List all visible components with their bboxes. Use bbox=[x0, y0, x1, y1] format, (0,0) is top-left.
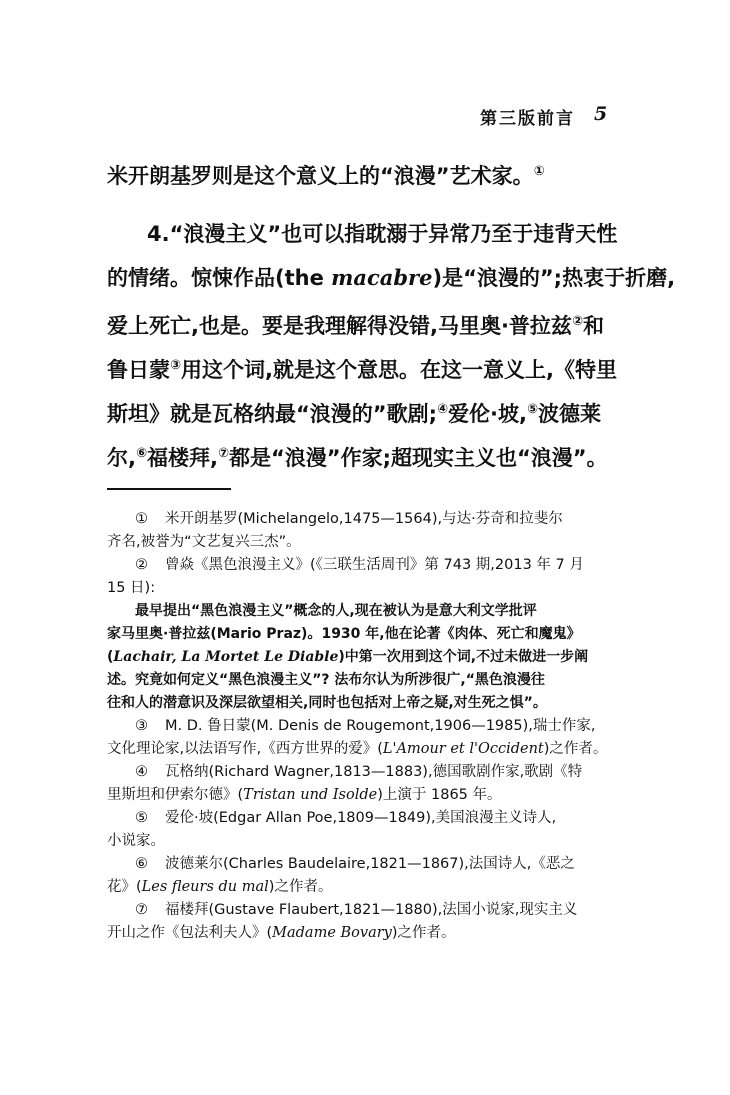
text-line: 爱上死亡,也是。要是我理解得没错,马里奥·普拉兹②和 bbox=[107, 314, 604, 338]
footnote-separator bbox=[107, 488, 231, 490]
main-text bbox=[107, 150, 676, 476]
footnotes bbox=[107, 508, 627, 945]
footnote-ref-6[interactable]: ⑥ bbox=[135, 446, 147, 461]
header-title: 第三版前言 bbox=[480, 109, 575, 129]
footnote-ref-3[interactable]: ③ bbox=[170, 358, 182, 373]
footnote-6: ⑥ 波德莱尔(Charles Baudelaire,1821—1867),法国诗人,《恶之 花》(Les fleurs du mal)之作者。 bbox=[107, 856, 575, 895]
text-line: 的情绪。惊悚作品(the macabre)是“浪漫的”;热衷于折磨, bbox=[107, 265, 676, 290]
footnote-ref-5[interactable]: ⑤ bbox=[527, 402, 539, 417]
text-line: 米开朗基罗则是这个意义上的“浪漫”艺术家。① bbox=[107, 164, 545, 188]
footnote-2: ② 曾焱《黑色浪漫主义》(《三联生活周刊》第 743 期,2013 年 7 月 15 日): 最早提出“黑色浪漫主义”概念的人,现在被认为是意大利文学批评 家马里奥·普拉兹(Mario Praz)。1930 年,他在论著《肉体、死亡和魔鬼》 (Lachair, La Mortet Le Diable)中第一次用到这个词,不过未做进一步阐 述。究竟如何定义“黑色浪漫主义”? 法布尔认为所涉很广,“黑色浪漫往 往和人的潜意识及深层欲望相关,同时也包括对上帝之疑,对生死之惧”。 bbox=[107, 554, 627, 715]
text-line: 鲁日蒙③用这个词,就是这个意思。在这一意义上,《特里 bbox=[107, 358, 617, 382]
footnote-ref-7[interactable]: ⑦ bbox=[217, 446, 229, 461]
text-line: 尔,⑥福楼拜,⑦都是“浪漫”作家;超现实主义也“浪漫”。 bbox=[107, 446, 608, 470]
page-number: 5 bbox=[594, 103, 608, 125]
paragraph-1 bbox=[107, 150, 627, 194]
footnote-1: ① 米开朗基罗(Michelangelo,1475—1564),与达·芬奇和拉斐尔 齐名,被誉为“文艺复兴三杰”。 bbox=[107, 511, 563, 550]
block-quote: 最早提出“黑色浪漫主义”概念的人,现在被认为是意大利文学批评 bbox=[135, 603, 537, 619]
footnote-5: ⑤ 爱伦·坡(Edgar Allan Poe,1809—1849),美国浪漫主义诗人, 小说家。 bbox=[107, 810, 557, 849]
running-header bbox=[420, 104, 610, 130]
paragraph-2 bbox=[107, 212, 676, 476]
footnote-ref-1[interactable]: ① bbox=[533, 164, 545, 179]
footnote-4: ④ 瓦格纳(Richard Wagner,1813—1883),德国歌剧作家,歌剧《特 里斯坦和伊索尔德》(Tristan und Isolde)上演于 1865 年。 bbox=[107, 764, 583, 803]
footnote-ref-2[interactable]: ② bbox=[571, 314, 583, 329]
footnote-7: ⑦ 福楼拜(Gustave Flaubert,1821—1880),法国小说家,现实主义 开山之作《包法利夫人》(Madame Bovary)之作者。 bbox=[107, 902, 578, 941]
text-line: 斯坦》就是瓦格纳最“浪漫的”歌剧;④爱伦·坡,⑤波德莱 bbox=[107, 402, 602, 426]
footnote-ref-4[interactable]: ④ bbox=[437, 402, 449, 417]
text-line: 4.“浪漫主义”也可以指耽溺于异常乃至于违背天性 bbox=[147, 222, 618, 246]
footnote-3: ③ M. D. 鲁日蒙(M. Denis de Rougemont,1906—1985),瑞士作家, 文化理论家,以法语写作,《西方世界的爱》(L'Amour et l'Occident)之作者。 bbox=[107, 718, 608, 757]
